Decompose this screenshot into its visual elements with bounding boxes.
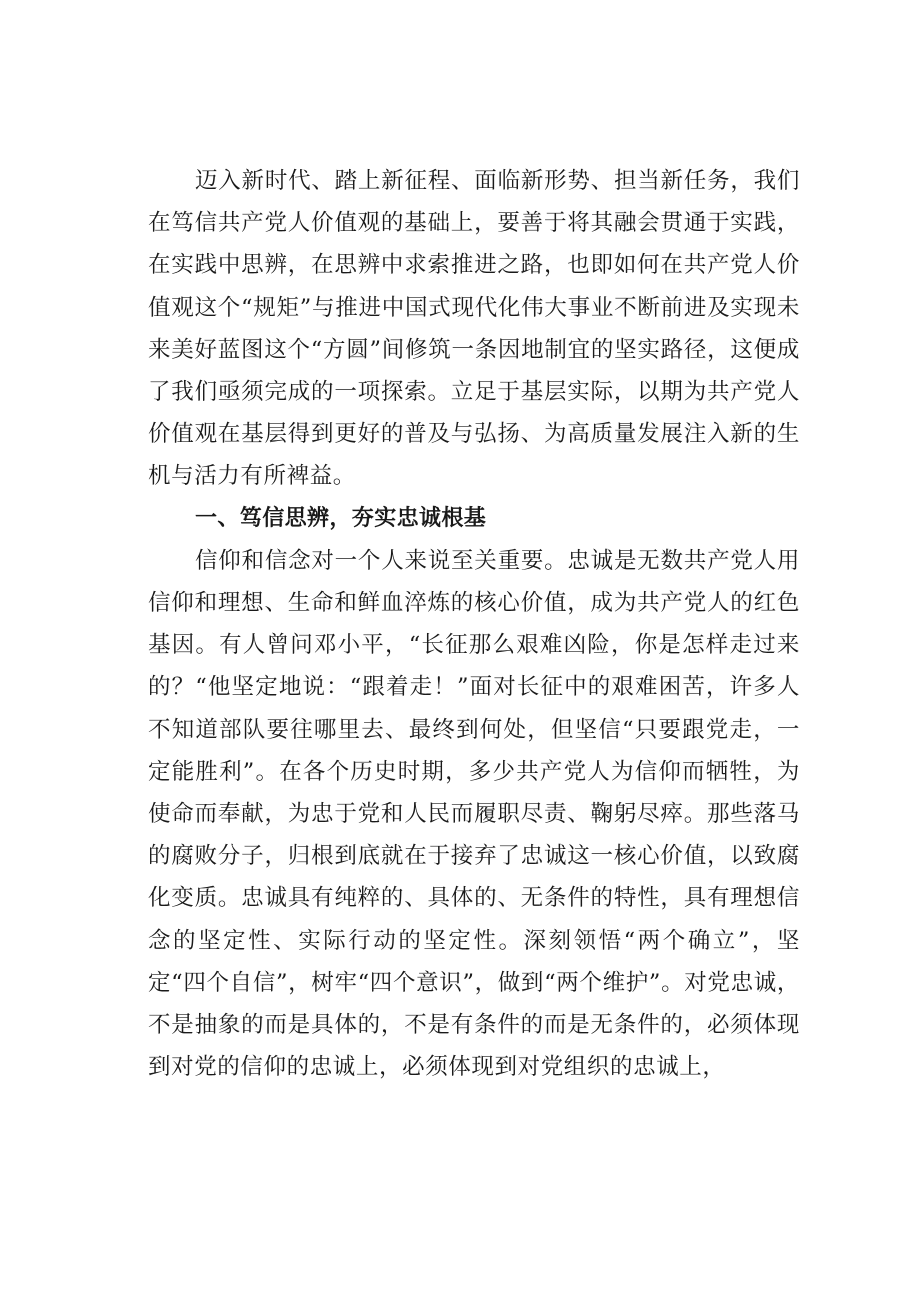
section-paragraph: 信仰和信念对一个人来说至关重要。忠诚是无数共产党人用信仰和理想、生命和鲜血淬炼的核心价值，成为共产党人的红色基因。有人曾问邓小平，“长征那么艰难凶险，你是怎样走过来的？“他坚定地说：“跟着走！”面对长征中的艰难困苦，许多人不知道部队要往哪里去、最终到何处，但坚信“只要跟党走，一定能胜利”。在各个历史时期，多少共产党人为信仰而牺牲，为使命而奉献，为忠于党和人民而履职尽责、鞠躬尽瘁。那些落马的腐败分子，归根到底就在于接弃了忠诚这一核心价值，以致腐化变质。忠诚具有纯粹的、具体的、无条件的特性，具有理想信念的坚定性、实际行动的坚定性。深刻领悟“两个确立”，坚定“四个自信”，树牢“四个意识”，做到“两个维护”。对党忠诚，不是抽象的而是具体的，不是有条件的而是无条件的，必须体现到对党的信仰的忠诚上，必须体现到对党组织的忠诚上， [148, 547, 800, 1081]
section-heading: 一、笃信思辨，夯实忠诚根基 [195, 505, 487, 531]
intro-paragraph: 迈入新时代、踏上新征程、面临新形势、担当新任务，我们在笃信共产党人价值观的基础上，要善于将其融会贯通于实践，在实践中思辨，在思辨中求索推进之路，也即如何在共产党人价值观这个“规矩”与推进中国式现代化伟大事业不断前进及实现未来美好蓝图这个“方圆”间修筑一条因地制宜的坚实路径，这便成了我们亟须完成的一项探索。立足于基层实际，以期为共产党人价值观在基层得到更好的普及与弘扬、为高质量发展注入新的生机与活力有所裨益。 [148, 168, 800, 490]
document-body [148, 160, 800, 1088]
